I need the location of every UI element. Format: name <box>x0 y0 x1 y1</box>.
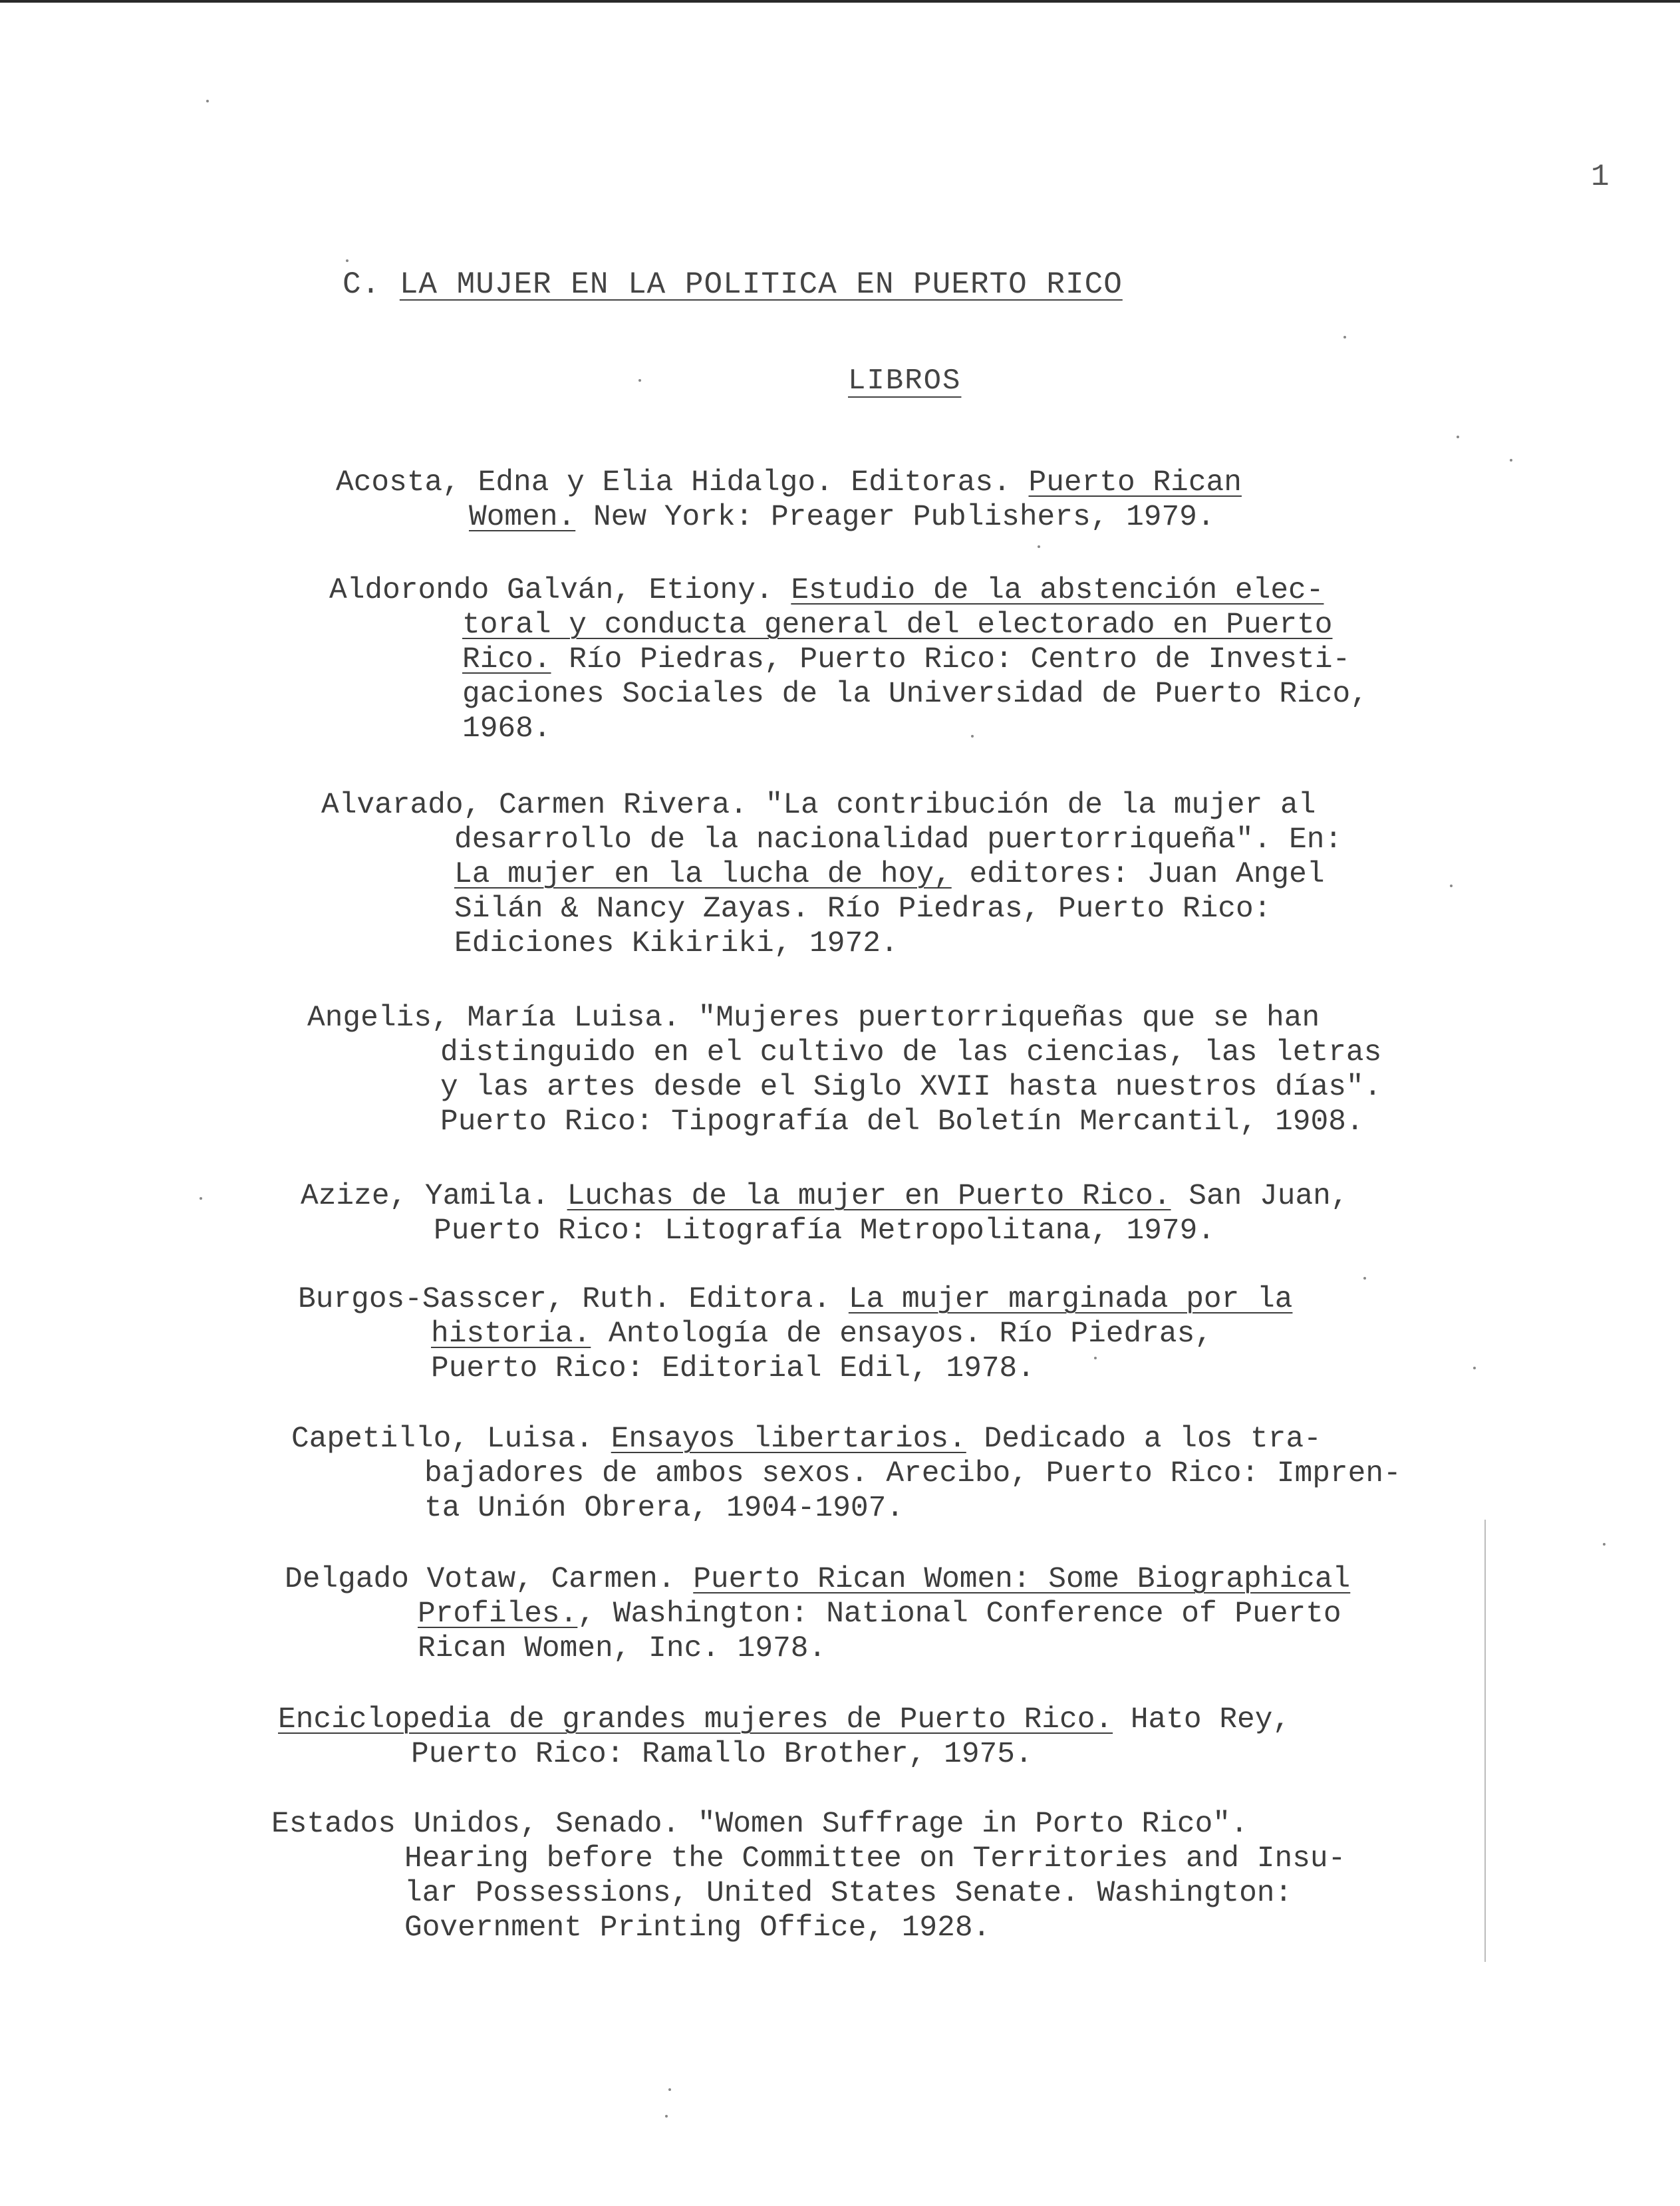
scan-speck <box>1473 1367 1476 1369</box>
scan-speck <box>665 2115 668 2118</box>
entry-line <box>291 1422 1401 1456</box>
underlined-title: Ensayos libertarios. <box>611 1423 966 1456</box>
entry-line <box>336 500 1242 535</box>
entry-text: Government Printing Office, 1928. <box>404 1911 991 1945</box>
underlined-title: historia. <box>431 1317 591 1351</box>
underlined-title: Profiles. <box>418 1597 578 1631</box>
bibliography-entry <box>307 1001 1381 1139</box>
underlined-title: Puerto Rican <box>1028 466 1242 499</box>
entry-line <box>278 1737 1290 1772</box>
bibliography-entry <box>271 1807 1345 1945</box>
underlined-title: Women. <box>469 501 576 534</box>
scan-speck <box>206 100 209 102</box>
entry-line <box>321 892 1342 926</box>
entry-text: Puerto Rico: Tipografía del Boletín Mercantil, 1908. <box>440 1105 1364 1139</box>
entry-line <box>321 857 1342 892</box>
entry-line <box>298 1317 1292 1351</box>
bibliography-entry <box>278 1703 1290 1772</box>
scan-speck <box>346 259 349 262</box>
bibliography-entry <box>329 573 1368 746</box>
section-heading <box>343 267 1123 302</box>
entry-line <box>307 1070 1381 1105</box>
entry-text: Alvarado, Carmen Rivera. "La contribución de la mujer al <box>321 789 1316 822</box>
bibliography-entry <box>285 1562 1350 1666</box>
entry-text: gaciones Sociales de la Universidad de Puerto Rico, <box>462 678 1368 711</box>
scan-speck <box>1510 459 1512 462</box>
entry-line <box>301 1214 1349 1248</box>
entry-line <box>271 1807 1345 1842</box>
entry-line <box>298 1351 1292 1386</box>
entry-line <box>301 1179 1349 1214</box>
entry-text: Acosta, Edna y Elia Hidalgo. Editoras. <box>336 466 1029 499</box>
entry-text: Aldorondo Galván, Etiony. <box>329 574 791 607</box>
entry-text: , Washington: National Conference of Puerto <box>577 1597 1341 1631</box>
entry-text: y las artes desde el Siglo XVII hasta nuestros días". <box>440 1071 1382 1104</box>
entry-text: Río Piedras, Puerto Rico: Centro de Investi- <box>551 643 1351 676</box>
entry-line <box>298 1282 1292 1317</box>
entry-line <box>271 1842 1345 1876</box>
page-number: 1 <box>1591 160 1610 194</box>
entry-text: Silán & Nancy Zayas. Río Piedras, Puerto Rico: <box>454 893 1272 926</box>
bibliography-entry <box>336 466 1242 535</box>
entry-line <box>271 1876 1345 1911</box>
underlined-title: Puerto Rican Women: Some Biographical <box>693 1563 1351 1596</box>
entry-text: Antología de ensayos. Río Piedras, <box>591 1317 1212 1351</box>
underlined-title: Enciclopedia de grandes mujeres de Puerto Rico. <box>278 1703 1113 1736</box>
entry-line <box>285 1597 1350 1631</box>
scan-speck <box>1603 1543 1606 1546</box>
entry-text: Angelis, María Luisa. "Mujeres puertorriqueñas que se han <box>307 1002 1320 1035</box>
entry-line <box>307 1035 1381 1070</box>
entry-line <box>321 823 1342 857</box>
underlined-title: La mujer en la lucha de hoy, <box>454 858 952 891</box>
entry-line <box>336 466 1242 500</box>
bibliography-entry <box>298 1282 1292 1386</box>
entry-text: desarrollo de la nacionalidad puertorriqueña". En: <box>454 823 1343 857</box>
scan-speck <box>1450 885 1453 887</box>
scan-speck <box>200 1197 202 1200</box>
scan-speck <box>668 2088 671 2091</box>
entry-line <box>285 1631 1350 1666</box>
entry-line <box>329 608 1368 642</box>
entry-line <box>285 1562 1350 1597</box>
entry-text: San Juan, <box>1171 1180 1349 1213</box>
entry-line <box>329 642 1368 677</box>
underlined-title: toral y conducta general del electorado en Puerto <box>462 609 1333 642</box>
entry-text: Azize, Yamila. <box>301 1180 567 1213</box>
entry-line <box>278 1703 1290 1737</box>
entry-line <box>271 1911 1345 1945</box>
entry-line <box>329 677 1368 712</box>
entry-text: Burgos-Sasscer, Ruth. Editora. <box>298 1283 849 1316</box>
scan-speck <box>1457 436 1459 438</box>
entry-text: Puerto Rico: Litografía Metropolitana, 1979. <box>434 1214 1215 1248</box>
entry-text: Estados Unidos, Senado. "Women Suffrage in Porto Rico". <box>271 1808 1248 1841</box>
bibliography-entry <box>321 788 1342 961</box>
section-letter: C. <box>343 267 381 302</box>
entry-text: Dedicado a los tra- <box>966 1423 1322 1456</box>
bibliography-entry <box>291 1422 1401 1526</box>
entry-text: New York: Preager Publishers, 1979. <box>575 501 1215 534</box>
entry-text: 1968. <box>462 712 551 746</box>
scan-speck <box>971 735 974 738</box>
entry-line <box>291 1491 1401 1526</box>
entry-text: Hearing before the Committee on Territories and Insu- <box>404 1842 1346 1875</box>
page-top-border <box>0 0 1680 3</box>
scan-speck <box>638 379 641 382</box>
entry-line <box>291 1456 1401 1491</box>
entry-text: Puerto Rico: Ramallo Brother, 1975. <box>411 1738 1033 1771</box>
entry-line <box>307 1001 1381 1035</box>
entry-text: lar Possessions, United States Senate. Washington: <box>404 1877 1293 1910</box>
entry-line <box>321 926 1342 961</box>
scan-speck <box>1343 336 1346 339</box>
entry-text: Puerto Rico: Editorial Edil, 1978. <box>431 1352 1035 1385</box>
entry-text: Rican Women, Inc. 1978. <box>418 1632 827 1665</box>
entry-text: bajadores de ambos sexos. Arecibo, Puerto Rico: Impren- <box>424 1457 1401 1490</box>
underlined-title: Estudio de la abstención elec- <box>791 574 1324 607</box>
entry-line <box>329 573 1368 608</box>
scan-speck <box>1094 1357 1097 1359</box>
entry-line <box>329 712 1368 746</box>
entry-text: ta Unión Obrera, 1904-1907. <box>424 1492 905 1525</box>
section-subheading: LIBROS <box>848 364 962 398</box>
entry-text: Hato Rey, <box>1113 1703 1291 1736</box>
entry-text: Ediciones Kikiriki, 1972. <box>454 927 899 960</box>
scan-speck <box>1363 1277 1366 1280</box>
entry-text: Delgado Votaw, Carmen. <box>285 1563 694 1596</box>
entry-text: editores: Juan Angel <box>951 858 1325 891</box>
underlined-title: La mujer marginada por la <box>848 1283 1293 1316</box>
entry-text: Capetillo, Luisa. <box>291 1423 611 1456</box>
section-title: LA MUJER EN LA POLITICA EN PUERTO RICO <box>399 267 1123 302</box>
underlined-title: Rico. <box>462 643 551 676</box>
entry-line <box>307 1105 1381 1139</box>
scan-artifact-line <box>1484 1520 1486 1962</box>
bibliography-entry <box>301 1179 1349 1248</box>
underlined-title: Luchas de la mujer en Puerto Rico. <box>567 1180 1171 1213</box>
entry-text: distinguido en el cultivo de las ciencias, las letras <box>440 1036 1382 1069</box>
scan-speck <box>1038 545 1040 548</box>
entry-line <box>321 788 1342 823</box>
